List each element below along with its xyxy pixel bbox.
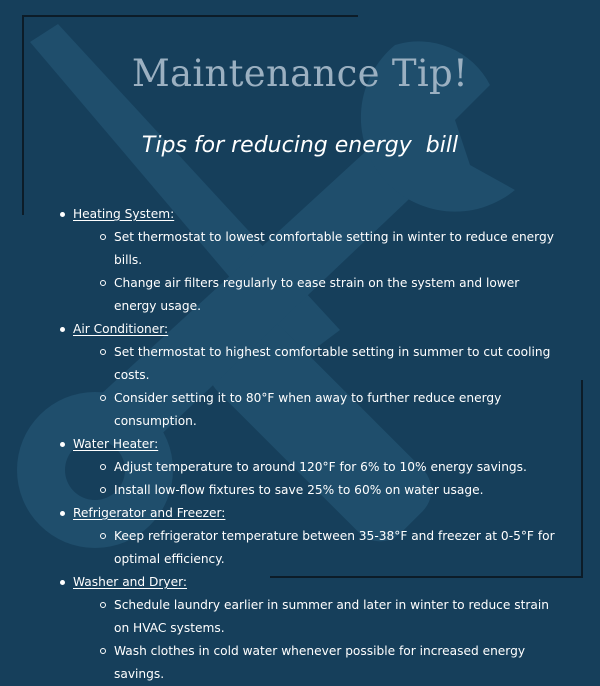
frame-top-line [22, 15, 358, 17]
page-subtitle: Tips for reducing energy bill [141, 133, 459, 158]
page-title: Maintenance Tip! [131, 52, 469, 95]
tip-item: Adjust temperature to around 120°F for 6% to 10% energy savings. [100, 456, 563, 479]
tip-category-heating-system [58, 203, 563, 318]
tip-item: Install low-flow fixtures to save 25% to 60% on water usage. [100, 479, 563, 502]
tip-item: Set thermostat to lowest comfortable setting in winter to reduce energy bills. [100, 226, 563, 272]
tip-item: Keep refrigerator temperature between 35-38°F and freezer at 0-5°F for optimal efficiency. [100, 525, 563, 571]
tip-category-refrigerator-and-freezer [58, 502, 563, 571]
tip-category-air-conditioner [58, 318, 563, 433]
tips-list [58, 203, 563, 686]
category-title: Heating System: [73, 207, 175, 221]
category-title: Washer and Dryer: [73, 575, 188, 589]
tip-item: Set thermostat to highest comfortable setting in summer to cut cooling costs. [100, 341, 563, 387]
tip-category-washer-and-dryer [58, 571, 563, 686]
category-title: Refrigerator and Freezer: [73, 506, 226, 520]
tip-item: Consider setting it to 80°F when away to further reduce energy consumption. [100, 387, 563, 433]
category-title: Water Heater: [73, 437, 159, 451]
tip-category-water-heater [58, 433, 563, 502]
category-title: Air Conditioner: [73, 322, 169, 336]
tip-item: Schedule laundry earlier in summer and later in winter to reduce strain on HVAC systems. [100, 594, 563, 640]
frame-left-line [22, 15, 24, 215]
tip-item: Wash clothes in cold water whenever possible for increased energy savings. [100, 640, 563, 686]
tip-item: Change air filters regularly to ease strain on the system and lower energy usage. [100, 272, 563, 318]
frame-right-line [581, 380, 583, 577]
